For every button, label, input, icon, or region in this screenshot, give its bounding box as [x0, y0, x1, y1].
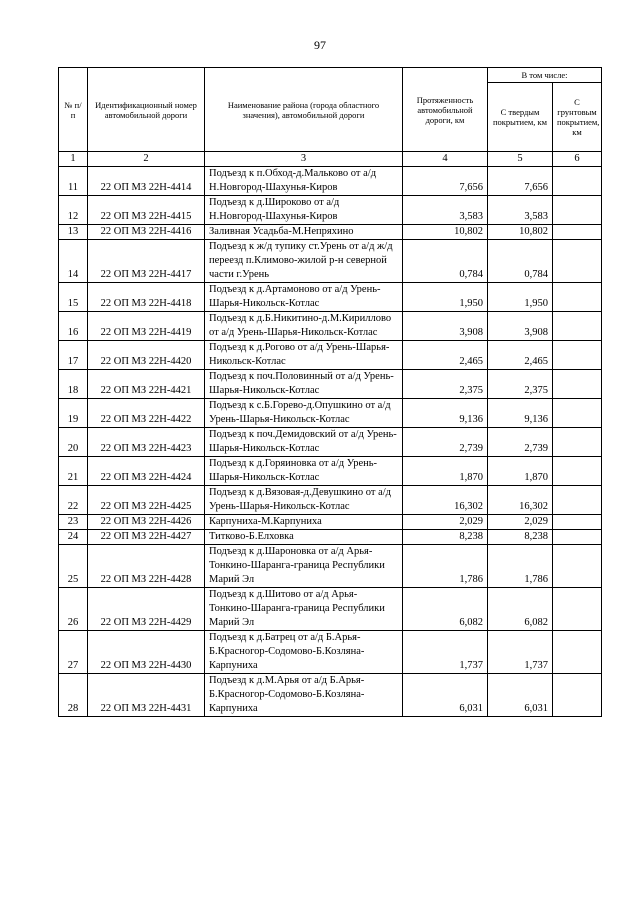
cell-num: 26: [59, 588, 88, 631]
column-number: 2: [88, 152, 205, 167]
cell-length: 3,908: [403, 312, 488, 341]
cell-length: 7,656: [403, 167, 488, 196]
page-number: 97: [314, 38, 326, 52]
cell-num: 27: [59, 631, 88, 674]
cell-name: Подъезд к д.М.Арья от а/д Б.Арья-Б.Красногор-Содомово-Б.Козляна-Карпуниха: [205, 674, 403, 717]
cell-dirt: [553, 167, 602, 196]
header-id: Идентификационный номер автомобильной дороги: [88, 68, 205, 152]
table-row: [59, 240, 602, 283]
cell-num: 25: [59, 545, 88, 588]
cell-name: Карпуниха-М.Карпуниха: [205, 515, 403, 530]
cell-length: 16,302: [403, 486, 488, 515]
table-row: [59, 341, 602, 370]
cell-dirt: [553, 515, 602, 530]
table-row: [59, 312, 602, 341]
cell-length: 8,238: [403, 530, 488, 545]
cell-length: 2,375: [403, 370, 488, 399]
column-number: 1: [59, 152, 88, 167]
table-row: [59, 370, 602, 399]
table-row: [59, 515, 602, 530]
cell-id: 22 ОП МЗ 22Н-4425: [88, 486, 205, 515]
cell-hard: 0,784: [488, 240, 553, 283]
cell-hard: 9,136: [488, 399, 553, 428]
table-row: [59, 530, 602, 545]
cell-num: 13: [59, 225, 88, 240]
cell-dirt: [553, 530, 602, 545]
column-number: 4: [403, 152, 488, 167]
cell-num: 16: [59, 312, 88, 341]
cell-hard: 2,465: [488, 341, 553, 370]
cell-id: 22 ОП МЗ 22Н-4414: [88, 167, 205, 196]
cell-dirt: [553, 631, 602, 674]
cell-length: 9,136: [403, 399, 488, 428]
table-row: [59, 167, 602, 196]
cell-hard: 6,031: [488, 674, 553, 717]
table-row: [59, 283, 602, 312]
cell-id: 22 ОП МЗ 22Н-4427: [88, 530, 205, 545]
cell-name: Титково-Б.Елховка: [205, 530, 403, 545]
cell-dirt: [553, 283, 602, 312]
cell-name: Подъезд к д.Широково от а/д Н.Новгород-Шахунья-Киров: [205, 196, 403, 225]
cell-num: 14: [59, 240, 88, 283]
cell-name: Подъезд к д.Вязовая-д.Девушкино от а/д Урень-Шарья-Никольск-Котлас: [205, 486, 403, 515]
cell-num: 22: [59, 486, 88, 515]
cell-length: 3,583: [403, 196, 488, 225]
cell-dirt: [553, 312, 602, 341]
column-number: 6: [553, 152, 602, 167]
table-row: [59, 631, 602, 674]
cell-hard: 1,950: [488, 283, 553, 312]
cell-num: 11: [59, 167, 88, 196]
cell-num: 28: [59, 674, 88, 717]
cell-num: 24: [59, 530, 88, 545]
cell-dirt: [553, 240, 602, 283]
cell-dirt: [553, 545, 602, 588]
column-number: 3: [205, 152, 403, 167]
cell-name: Подъезд к д.Батрец от а/д Б.Арья-Б.Красногор-Содомово-Б.Козляна-Карпуниха: [205, 631, 403, 674]
cell-dirt: [553, 428, 602, 457]
table-row: [59, 588, 602, 631]
cell-num: 21: [59, 457, 88, 486]
cell-name: Подъезд к д.Горяиновка от а/д Урень-Шарья-Никольск-Котлас: [205, 457, 403, 486]
cell-id: 22 ОП МЗ 22Н-4420: [88, 341, 205, 370]
cell-dirt: [553, 588, 602, 631]
cell-num: 18: [59, 370, 88, 399]
cell-dirt: [553, 341, 602, 370]
table-row: [59, 399, 602, 428]
cell-length: 10,802: [403, 225, 488, 240]
cell-id: 22 ОП МЗ 22Н-4431: [88, 674, 205, 717]
cell-id: 22 ОП МЗ 22Н-4430: [88, 631, 205, 674]
cell-id: 22 ОП МЗ 22Н-4418: [88, 283, 205, 312]
cell-name: Подъезд к п.Обход-д.Мальково от а/д Н.Новгород-Шахунья-Киров: [205, 167, 403, 196]
cell-hard: 1,737: [488, 631, 553, 674]
cell-id: 22 ОП МЗ 22Н-4419: [88, 312, 205, 341]
column-number: 5: [488, 152, 553, 167]
cell-hard: 1,786: [488, 545, 553, 588]
cell-hard: 10,802: [488, 225, 553, 240]
cell-num: 17: [59, 341, 88, 370]
header-dirt: С грунтовым покрытием, км: [553, 83, 602, 152]
cell-hard: 6,082: [488, 588, 553, 631]
cell-name: Подъезд к поч.Половинный от а/д Урень-Шарья-Никольск-Котлас: [205, 370, 403, 399]
cell-length: 1,786: [403, 545, 488, 588]
cell-hard: 16,302: [488, 486, 553, 515]
header-hard: С твердым покрытием, км: [488, 83, 553, 152]
cell-dirt: [553, 370, 602, 399]
cell-id: 22 ОП МЗ 22Н-4421: [88, 370, 205, 399]
roads-table: [58, 67, 602, 717]
header-group: В том числе:: [488, 68, 602, 83]
cell-id: 22 ОП МЗ 22Н-4416: [88, 225, 205, 240]
cell-dirt: [553, 486, 602, 515]
cell-name: Подъезд к д.Рогово от а/д Урень-Шарья-Никольск-Котлас: [205, 341, 403, 370]
cell-name: Подъезд к д.Шароновка от а/д Арья-Тонкино-Шаранга-граница Республики Марий Эл: [205, 545, 403, 588]
table-row: [59, 674, 602, 717]
cell-id: 22 ОП МЗ 22Н-4424: [88, 457, 205, 486]
cell-id: 22 ОП МЗ 22Н-4429: [88, 588, 205, 631]
cell-id: 22 ОП МЗ 22Н-4428: [88, 545, 205, 588]
table-row: [59, 225, 602, 240]
cell-dirt: [553, 457, 602, 486]
cell-hard: 3,908: [488, 312, 553, 341]
cell-id: 22 ОП МЗ 22Н-4417: [88, 240, 205, 283]
cell-name: Подъезд к д.Шитово от а/д Арья-Тонкино-Шаранга-граница Республики Марий Эл: [205, 588, 403, 631]
column-numbers-row: [59, 152, 602, 167]
cell-length: 2,029: [403, 515, 488, 530]
header-name: Наименование района (города областного значения), автомобильной дороги: [205, 68, 403, 152]
cell-num: 20: [59, 428, 88, 457]
cell-length: 1,737: [403, 631, 488, 674]
cell-num: 23: [59, 515, 88, 530]
cell-name: Подъезд к д.Артамоново от а/д Урень-Шарья-Никольск-Котлас: [205, 283, 403, 312]
table-row: [59, 196, 602, 225]
cell-dirt: [553, 225, 602, 240]
cell-length: 1,950: [403, 283, 488, 312]
cell-id: 22 ОП МЗ 22Н-4423: [88, 428, 205, 457]
cell-hard: 8,238: [488, 530, 553, 545]
cell-name: Подъезд к поч.Демидовский от а/д Урень-Шарья-Никольск-Котлас: [205, 428, 403, 457]
cell-id: 22 ОП МЗ 22Н-4415: [88, 196, 205, 225]
cell-length: 6,031: [403, 674, 488, 717]
cell-length: 2,739: [403, 428, 488, 457]
header-length: Протяженность автомобильной дороги, км: [403, 68, 488, 152]
cell-length: 6,082: [403, 588, 488, 631]
cell-hard: 2,739: [488, 428, 553, 457]
cell-hard: 2,029: [488, 515, 553, 530]
cell-dirt: [553, 196, 602, 225]
table-row: [59, 457, 602, 486]
table-row: [59, 486, 602, 515]
cell-name: Подъезд к ж/д тупику ст.Урень от а/д ж/д переезд п.Климово-жилой р-н северной части г.Урень: [205, 240, 403, 283]
cell-length: 2,465: [403, 341, 488, 370]
cell-dirt: [553, 674, 602, 717]
cell-name: Подъезд к д.Б.Никитино-д.М.Кириллово от а/д Урень-Шарья-Никольск-Котлас: [205, 312, 403, 341]
cell-num: 15: [59, 283, 88, 312]
cell-dirt: [553, 399, 602, 428]
cell-id: 22 ОП МЗ 22Н-4426: [88, 515, 205, 530]
cell-hard: 7,656: [488, 167, 553, 196]
cell-hard: 3,583: [488, 196, 553, 225]
cell-name: Подъезд к с.Б.Горево-д.Опушкино от а/д Урень-Шарья-Никольск-Котлас: [205, 399, 403, 428]
table-row: [59, 545, 602, 588]
cell-length: 1,870: [403, 457, 488, 486]
cell-hard: 1,870: [488, 457, 553, 486]
cell-num: 19: [59, 399, 88, 428]
cell-hard: 2,375: [488, 370, 553, 399]
cell-num: 12: [59, 196, 88, 225]
cell-name: Заливная Усадьба-М.Непряхино: [205, 225, 403, 240]
cell-id: 22 ОП МЗ 22Н-4422: [88, 399, 205, 428]
header-num: № п/п: [59, 68, 88, 152]
table-row: [59, 428, 602, 457]
cell-length: 0,784: [403, 240, 488, 283]
